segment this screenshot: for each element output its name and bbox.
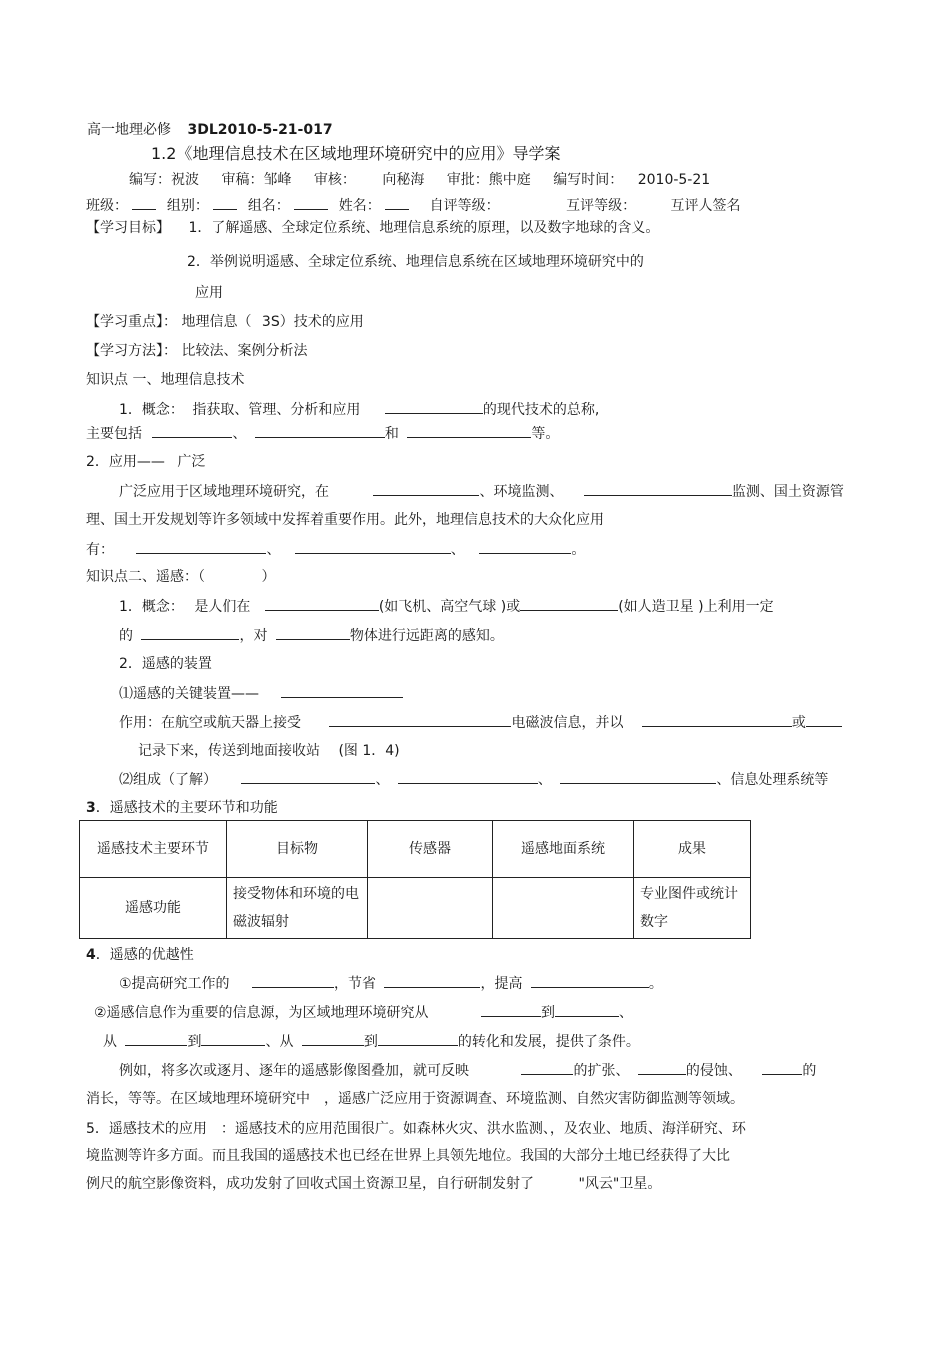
s4-p4-b: 的扩张、 bbox=[573, 1063, 630, 1079]
group-label: 组别： bbox=[166, 198, 209, 214]
method-text: 比较法、案例分析法 bbox=[181, 343, 308, 359]
header-cell: 遥感技术主要环节 bbox=[80, 821, 227, 878]
k1-app-blank-1[interactable] bbox=[373, 481, 479, 496]
k1-concept-line bbox=[119, 399, 599, 420]
s5-line-3 bbox=[86, 1174, 661, 1194]
s4-blank-7[interactable] bbox=[201, 1031, 265, 1046]
k1-app-label: 2．应用—— bbox=[86, 454, 165, 470]
self-grade-label: 自评等级： bbox=[429, 198, 500, 214]
header-cell: 传感器 bbox=[368, 821, 493, 878]
k2-function-c: 或 bbox=[791, 715, 806, 731]
k1-includes-line bbox=[86, 423, 559, 444]
course-line bbox=[87, 120, 333, 140]
objectives-label: 【学习目标】 bbox=[86, 220, 170, 236]
k2-heading-line bbox=[86, 567, 275, 587]
k1-includes-label: 主要包括 bbox=[86, 426, 142, 442]
k1-app-b: 、环境监测、 bbox=[479, 484, 564, 500]
s4-blank-8[interactable] bbox=[302, 1031, 364, 1046]
k2-function-line bbox=[119, 712, 842, 733]
k2-function-blank-2[interactable] bbox=[642, 712, 792, 727]
s4-p5: 消长，等等。在区域地理环境研究中 ，遥感广泛应用于资源调查、环境监测、自然灾害防御监测等领域。 bbox=[86, 1091, 744, 1107]
s4-blank-1[interactable] bbox=[252, 973, 334, 988]
k2-key-device-blank[interactable] bbox=[281, 683, 403, 698]
method-line bbox=[86, 341, 307, 361]
k2-heading-close: ） bbox=[261, 569, 276, 585]
s4-blank-2[interactable] bbox=[384, 973, 480, 988]
s4-p2-b: 到 bbox=[541, 1005, 556, 1021]
page-title: 1.2《地理信息技术在区域地理环境研究中的应用》导学案 bbox=[151, 144, 561, 163]
k2-function-a: 作用：在航空或航天器上接受 bbox=[119, 715, 301, 731]
k2-concept-f: )上利用一定 bbox=[698, 599, 774, 615]
header-cell: 成果 bbox=[634, 821, 751, 878]
k1-app-line-1 bbox=[119, 481, 844, 502]
k2-comp-sep-2: 、 bbox=[537, 772, 552, 788]
peer-grade-label: 互评等级： bbox=[566, 198, 637, 214]
class-label: 班级： bbox=[86, 198, 128, 214]
k1-app-c: 监测、国土资源管 bbox=[731, 484, 844, 500]
table-cell: 专业图件或统计数字 bbox=[634, 878, 751, 939]
s5-l3-b: "风云"卫星。 bbox=[578, 1176, 662, 1192]
k1-have-label: 有： bbox=[86, 542, 114, 558]
k2-device-heading: 2．遥感的装置 bbox=[119, 656, 212, 672]
k2-key-device: ⑴遥感的关键装置—— bbox=[119, 686, 259, 702]
k1-have-sep-2: 、 bbox=[450, 542, 465, 558]
s4-p2-a: ②遥感信息作为重要的信息源，为区域地理环境研究从 bbox=[94, 1005, 429, 1021]
k2-concept-e: (如人造卫星 bbox=[618, 599, 694, 615]
table-cell-blank[interactable] bbox=[368, 878, 493, 939]
s4-p3-e: 的转化和发展，提供了条件。 bbox=[457, 1034, 640, 1050]
k1-app-broad: 广泛 bbox=[177, 454, 206, 470]
k2-comp-blank-1[interactable] bbox=[241, 769, 375, 784]
focus-label: 【学习重点】： bbox=[86, 314, 177, 330]
s4-p4-a: 例如，将多次或逐月、逐年的遥感影像图叠加，就可反映 bbox=[119, 1063, 469, 1079]
table-cell: 接受物体和环境的电磁波辐射 bbox=[227, 878, 368, 939]
k1-app-a: 广泛应用于区域地理环境研究，在 bbox=[119, 484, 329, 500]
k2-concept-d: )或 bbox=[500, 599, 521, 615]
objective-1: 1．了解遥感、全球定位系统、地理信息系统的原理，以及数字地球的含义。 bbox=[188, 220, 660, 236]
s4-blank-6[interactable] bbox=[125, 1031, 187, 1046]
k2-blank-means[interactable] bbox=[141, 625, 239, 640]
s5-line-1: 5．遥感技术的应用 ：遥感技术的应用范围很广。如森林火灾、洪水监测、，及农业、地质、海洋研究、环 bbox=[86, 1121, 746, 1137]
k2-comp-sep-1: 、 bbox=[375, 772, 390, 788]
s4-p2-c: 、 bbox=[619, 1005, 634, 1021]
s4-line-1 bbox=[119, 973, 663, 994]
s4-p3-d: 到 bbox=[363, 1034, 378, 1050]
date-label: 编写时间： bbox=[553, 172, 624, 188]
k2-comp-blank-3[interactable] bbox=[560, 769, 716, 784]
group-name-label: 组名： bbox=[247, 198, 290, 214]
k2-comp-end: 、信息处理系统等 bbox=[716, 772, 829, 788]
section-3-text: ．遥感技术的主要环节和功能 bbox=[95, 800, 278, 816]
k2-function-line-2 bbox=[138, 741, 400, 761]
k2-function-d: 记录下来，传送到地面接收站 bbox=[138, 743, 320, 759]
k2-concept-g: 的 bbox=[119, 628, 133, 644]
k1-concept-blank[interactable] bbox=[385, 399, 483, 414]
s4-line-2 bbox=[94, 1002, 633, 1023]
k1-have-sep-1: 、 bbox=[266, 542, 281, 558]
s4-p1-b: ，节省 bbox=[334, 976, 377, 992]
objectives-line-1 bbox=[86, 218, 659, 238]
focus-line bbox=[86, 312, 364, 332]
s4-blank-5[interactable] bbox=[555, 1002, 619, 1017]
k2-concept-line-1 bbox=[119, 596, 774, 617]
student-info-line bbox=[86, 195, 741, 216]
s4-blank-3[interactable] bbox=[531, 973, 649, 988]
table-cell-blank[interactable] bbox=[493, 878, 634, 939]
s4-blank-10[interactable] bbox=[521, 1060, 573, 1075]
focus-text-b: 3S）技术的应用 bbox=[261, 314, 364, 330]
k1-concept-text: 指获取、管理、分析和应用 bbox=[192, 402, 361, 418]
date: 2010-5-21 bbox=[637, 172, 711, 188]
k1-have-blank-3[interactable] bbox=[479, 539, 571, 554]
focus-text-a: 地理信息（ bbox=[181, 314, 252, 330]
section-3-num: 3 bbox=[86, 800, 96, 816]
s4-p4-c: 的侵蚀、 bbox=[685, 1063, 742, 1079]
k1-app-d: 理、国土开发规划等许多领域中发挥着重要作用。此外，地理信息技术的大众化应用 bbox=[86, 512, 604, 528]
k1-app-heading bbox=[86, 452, 205, 472]
k2-concept-c: (如飞机、高空气球 bbox=[378, 599, 497, 615]
reviewer: 向秘海 bbox=[382, 172, 425, 188]
header-cell: 目标物 bbox=[227, 821, 368, 878]
s4-p3-c: 、从 bbox=[265, 1034, 294, 1050]
peer-sign-label: 互评人签名 bbox=[670, 198, 741, 214]
k1-concept-end: 的现代技术的总称, bbox=[482, 402, 600, 418]
credits-line bbox=[129, 170, 710, 190]
k2-concept-line-2 bbox=[119, 625, 504, 646]
k2-comp-blank-2[interactable] bbox=[398, 769, 538, 784]
k2-concept-num: 1．概念： bbox=[119, 599, 184, 615]
k2-platform-blank-1[interactable] bbox=[265, 596, 379, 611]
objective-2-cont: 应用 bbox=[195, 285, 223, 301]
k2-concept-i: 物体进行远距离的感知。 bbox=[349, 628, 504, 644]
s4-p1-a: ①提高研究工作的 bbox=[119, 976, 230, 992]
method-label: 【学习方法】： bbox=[86, 343, 177, 359]
s4-line-3 bbox=[103, 1031, 640, 1052]
s4-blank-9[interactable] bbox=[378, 1031, 458, 1046]
s4-blank-4[interactable] bbox=[481, 1002, 541, 1017]
s4-blank-12[interactable] bbox=[762, 1060, 802, 1075]
k1-blank-2[interactable] bbox=[255, 423, 385, 438]
s4-line-4 bbox=[119, 1060, 816, 1081]
course-label: 高一地理必修 bbox=[87, 122, 171, 138]
s4-p1-d: 。 bbox=[648, 976, 663, 992]
k1-app-blank-2[interactable] bbox=[584, 481, 732, 496]
group-blank[interactable] bbox=[213, 195, 237, 210]
k2-heading: 知识点二、遥感：（ bbox=[86, 569, 205, 585]
k2-concept-h: ，对 bbox=[239, 628, 268, 644]
table-header-row bbox=[80, 821, 751, 878]
k1-have-blank-1[interactable] bbox=[136, 539, 266, 554]
section-3-title bbox=[86, 798, 278, 818]
k1-etc: 等。 bbox=[531, 426, 560, 442]
k2-concept-b: 是人们在 bbox=[194, 599, 251, 615]
k2-components: ⑵组成（了解） bbox=[119, 772, 217, 788]
k2-function-blank-3[interactable] bbox=[806, 712, 842, 727]
k1-have-line bbox=[86, 539, 585, 560]
k1-have-blank-2[interactable] bbox=[295, 539, 451, 554]
table-cell: 遥感功能 bbox=[80, 878, 227, 939]
objective-2: 2．举例说明遥感、全球定位系统、地理信息系统在区域地理环境研究中的 bbox=[187, 254, 644, 270]
name-blank[interactable] bbox=[385, 195, 409, 210]
s4-blank-11[interactable] bbox=[638, 1060, 686, 1075]
k2-function-blank-1[interactable] bbox=[329, 712, 511, 727]
name-label: 姓名： bbox=[338, 198, 381, 214]
approver: 审批：熊中庭 bbox=[446, 172, 531, 188]
k2-function-b: 电磁波信息，并以 bbox=[511, 715, 624, 731]
k2-components-line bbox=[119, 769, 828, 790]
s4-p1-c: ，提高 bbox=[480, 976, 523, 992]
s4-p3-a: 从 bbox=[103, 1034, 117, 1050]
k2-blank-object[interactable] bbox=[276, 625, 350, 640]
class-blank[interactable] bbox=[132, 195, 156, 210]
doc-code: 3DL2010-5-21-017 bbox=[187, 122, 333, 138]
section-4-title bbox=[86, 945, 194, 965]
s4-p3-b: 到 bbox=[187, 1034, 202, 1050]
k1-heading: 知识点 一、地理信息技术 bbox=[86, 372, 245, 388]
k1-blank-1[interactable] bbox=[152, 423, 232, 438]
section-4-text: ．遥感的优越性 bbox=[95, 947, 194, 963]
k2-platform-blank-2[interactable] bbox=[520, 596, 618, 611]
k2-function-fig: (图 1．4) bbox=[338, 743, 400, 759]
s5-l3-a: 例尺的航空影像资料，成功发射了回收式国土资源卫星，自行研制发射了 bbox=[86, 1176, 534, 1192]
author: 编写：祝波 bbox=[129, 172, 199, 188]
header-cell: 遥感地面系统 bbox=[493, 821, 634, 878]
section-4-num: 4 bbox=[86, 947, 96, 963]
draft-review: 审稿：邹峰 bbox=[221, 172, 292, 188]
k1-blank-3[interactable] bbox=[407, 423, 531, 438]
k2-key-device-line bbox=[119, 683, 403, 704]
group-name-blank[interactable] bbox=[294, 195, 328, 210]
k1-have-end: 。 bbox=[571, 542, 586, 558]
s4-p4-d: 的 bbox=[802, 1063, 817, 1079]
remote-sensing-table bbox=[79, 820, 751, 939]
k1-sep: 、 bbox=[232, 426, 247, 442]
k1-concept-num: 1．概念： bbox=[119, 402, 184, 418]
s5-line-2: 境监测等许多方面。而且我国的遥感技术也已经在世界上具领先地位。我国的大部分土地已经获得了大比 bbox=[86, 1148, 730, 1164]
k1-and: 和 bbox=[384, 426, 399, 442]
reviewer-label: 审核： bbox=[313, 172, 356, 188]
table-row bbox=[80, 878, 751, 939]
